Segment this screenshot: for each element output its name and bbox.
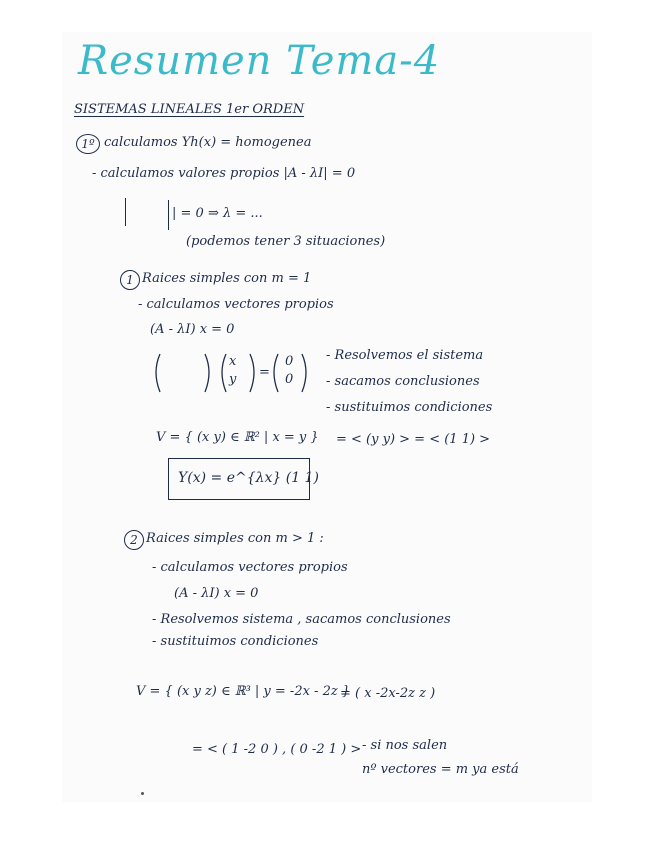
equals-sign: = bbox=[259, 365, 270, 380]
case2-title: Raices simples con m > 1 : bbox=[146, 531, 324, 546]
case2-number: 2 bbox=[124, 530, 144, 550]
pen-mark bbox=[141, 792, 144, 795]
vector-y: y bbox=[229, 372, 237, 387]
vector-x: x bbox=[229, 354, 237, 369]
case1-number: 1 bbox=[120, 270, 140, 290]
case2-vset: V = { (x y z) ∈ ℝ³ | y = -2x - 2z } bbox=[136, 684, 351, 699]
zero-top: 0 bbox=[285, 354, 294, 369]
section-heading: SISTEMAS LINEALES 1er ORDEN bbox=[74, 102, 305, 117]
case1-vspan: = < (y y) > = < (1 1) > bbox=[336, 432, 491, 447]
case2-sub1: - calculamos vectores propios bbox=[152, 560, 348, 575]
case2-sub3: - sustituimos condiciones bbox=[152, 634, 319, 649]
determinant-equation: | = 0 ⇒ λ = ... bbox=[172, 206, 263, 221]
zero-bottom: 0 bbox=[285, 372, 294, 387]
case2-equation: (A - λI) x = 0 bbox=[174, 586, 259, 601]
case1-title: Raices simples con m = 1 bbox=[142, 271, 312, 286]
case1-sub1: - calculamos vectores propios bbox=[138, 297, 334, 312]
case1-note2: - sacamos conclusiones bbox=[326, 374, 480, 389]
step-text: calculamos Yh(x) = homogenea bbox=[104, 135, 312, 150]
eigenvalues-line: - calculamos valores propios |A - λI| = 0 bbox=[92, 166, 356, 181]
case1-vset: V = { (x y) ∈ ℝ² | x = y } bbox=[156, 430, 319, 445]
case1-boxed-result: Y(x) = e^{λx} (1 1) bbox=[178, 470, 319, 486]
case2-span: = < ( 1 -2 0 ) , ( 0 -2 1 ) > bbox=[192, 742, 362, 757]
case1-equation: (A - λI) x = 0 bbox=[150, 322, 235, 337]
case1-note3: - sustituimos condiciones bbox=[326, 400, 493, 415]
case2-note2: nº vectores = m ya está bbox=[362, 762, 519, 777]
det-bar-right bbox=[168, 200, 169, 230]
matrix-product bbox=[150, 350, 330, 400]
case2-vvec: = ( x -2x-2z z ) bbox=[340, 686, 436, 701]
case1-note1: - Resolvemos el sistema bbox=[326, 348, 484, 363]
situations-note: (podemos tener 3 situaciones) bbox=[186, 234, 386, 249]
det-bar-left bbox=[125, 198, 126, 226]
case2-note1: - si nos salen bbox=[362, 738, 448, 753]
step-number: 1º bbox=[76, 134, 100, 154]
case2-sub2: - Resolvemos sistema , sacamos conclusiones bbox=[152, 612, 451, 627]
page-title: Resumen Tema-4 bbox=[78, 38, 441, 84]
